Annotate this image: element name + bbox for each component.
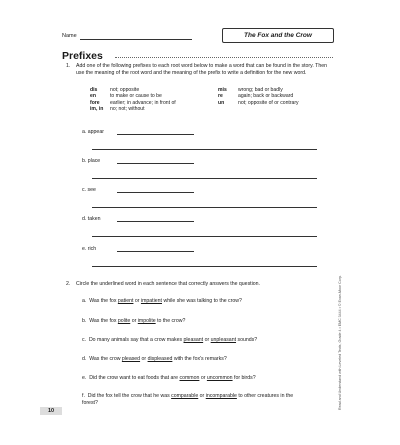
copyright-text: Read and Understand with Leveled Texts, Grade 4 • EMC 3444 • © Evan-Moor Corp. (338, 275, 342, 410)
sentence-text: Did the crow want to eat foods that are (89, 375, 180, 381)
choice-word[interactable]: uncommon (206, 375, 233, 381)
item-letter: b. (82, 318, 87, 324)
choice-word[interactable]: displeased (147, 356, 173, 362)
q2-item-c (82, 337, 332, 344)
item-letter: f. (82, 393, 85, 399)
answer-line-definition[interactable] (92, 149, 317, 150)
q2-instructions: Circle the underlined word in each sentence that correctly answers the question. (76, 281, 260, 287)
choice-word[interactable]: unpleasant (210, 337, 237, 343)
item-letter: e. (82, 375, 87, 381)
copyright-sidebar (338, 240, 343, 410)
q1-item-c (82, 187, 96, 193)
q1-instructions: Add one of the following prefixes to each root word below to make a word that can be found in the story. Then use the meaning of the root word and the meaning of the prefix to write a definition for the new word. (76, 63, 327, 76)
sentence-text: Do many animals say that a crow makes (88, 337, 184, 343)
choice-word[interactable]: incomparable (205, 393, 237, 399)
prefix-meaning: no; not; without (110, 106, 145, 113)
choice-word[interactable]: impolite (137, 318, 156, 324)
answer-line-word[interactable] (117, 163, 194, 164)
prefix-meaning: not; opposite of or contrary (238, 99, 299, 106)
answer-line-definition[interactable] (92, 236, 317, 237)
sentence-text: Was the crow (89, 356, 122, 362)
sentence-text: or (130, 318, 138, 324)
choice-word[interactable]: patient (117, 298, 134, 304)
answer-line-word[interactable] (117, 134, 194, 135)
sentence-text: Was the fox (89, 318, 118, 324)
choice-word[interactable]: pleasant (183, 337, 204, 343)
prefix: un (218, 99, 225, 106)
sentence-text: Did the fox tell the crow that he was (87, 393, 172, 399)
sentence-text: or (133, 298, 141, 304)
answer-line-definition[interactable] (92, 207, 317, 208)
choice-word[interactable]: pleased (121, 356, 141, 362)
sentence-text: or (199, 375, 207, 381)
name-line[interactable] (80, 39, 192, 40)
prefix-meaning: earlier; in advance; in front of (110, 99, 176, 106)
sentence-text: to other creatures in the forest? (82, 393, 294, 406)
answer-line-definition[interactable] (92, 266, 317, 267)
name-label: Name (62, 33, 77, 39)
q1-number: 1. (66, 63, 71, 69)
answer-line-word[interactable] (117, 221, 194, 222)
q2-item-e (82, 375, 332, 382)
item-letter: a. (82, 298, 87, 304)
root-word: taken (87, 216, 101, 222)
sentence-text: or (198, 393, 206, 399)
prefix-row (90, 106, 299, 112)
root-word: rich (87, 246, 97, 252)
prefix-meaning: again; back or backward (238, 93, 294, 100)
page-number: 10 (40, 407, 62, 415)
prefix: re (218, 93, 223, 100)
sentence-text: with the fox's remarks? (172, 356, 227, 362)
sentence-text: while she was talking to the crow? (162, 298, 242, 304)
sentence-text: Was the fox (89, 298, 118, 304)
answer-line-word[interactable] (117, 192, 194, 193)
item-letter: a. (82, 129, 87, 135)
sentence-text: sounds? (236, 337, 258, 343)
q1-item-b (82, 158, 100, 164)
sentence-text: or (140, 356, 148, 362)
q2-item-d (82, 356, 332, 363)
section-title: Prefixes (62, 50, 103, 62)
prefix-meaning: to make or cause to be (110, 93, 162, 100)
prefix: fore (90, 99, 100, 106)
item-letter: e. (82, 246, 87, 252)
story-title-box (222, 28, 334, 43)
q1-item-d (82, 216, 100, 222)
q2-item-f (82, 393, 297, 406)
answer-line-definition[interactable] (92, 178, 317, 179)
answer-line-word[interactable] (117, 251, 194, 252)
prefix: en (90, 93, 96, 100)
item-letter: c. (82, 337, 87, 343)
choice-word[interactable]: comparable (171, 393, 199, 399)
q1-item-e (82, 246, 96, 252)
sentence-text: to the crow? (155, 318, 186, 324)
sentence-text: or (203, 337, 211, 343)
title-dotted-rule (115, 57, 333, 58)
prefix: im, in (90, 106, 104, 113)
item-letter: d. (82, 356, 87, 362)
item-letter: c. (82, 187, 87, 193)
choice-word[interactable]: polite (117, 318, 131, 324)
prefix: dis (90, 87, 98, 93)
item-letter: b. (82, 158, 87, 164)
root-word: appear (87, 129, 104, 135)
prefix-table (90, 87, 299, 113)
q2-item-b (82, 318, 332, 325)
choice-word[interactable]: common (179, 375, 200, 381)
q1-item-a (82, 129, 104, 135)
root-word: place (87, 158, 101, 164)
sentence-text: for birds? (232, 375, 256, 381)
prefix-meaning: wrong; bad or badly (238, 87, 283, 93)
prefix-meaning: not; opposite (110, 87, 140, 93)
story-title: The Fox and the Crow (244, 32, 312, 39)
q2-number: 2. (66, 281, 71, 287)
root-word: see (87, 187, 96, 193)
item-letter: d. (82, 216, 87, 222)
q2-item-a (82, 298, 332, 305)
choice-word[interactable]: impatient (140, 298, 162, 304)
prefix: mis (218, 87, 227, 93)
